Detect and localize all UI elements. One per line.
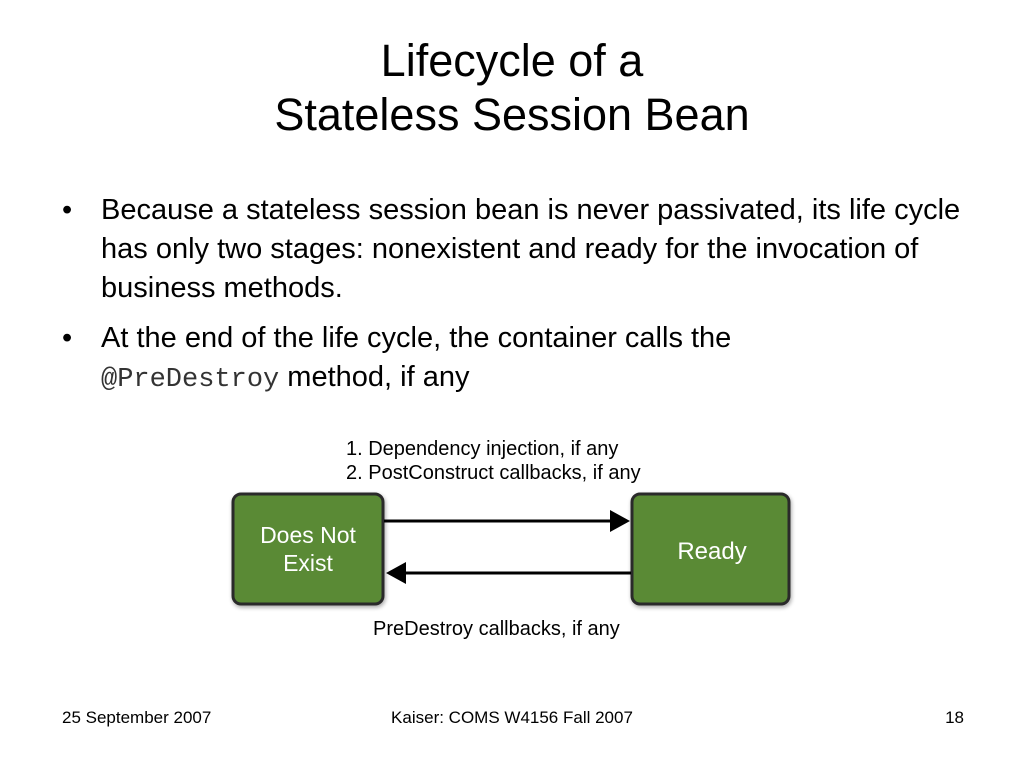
slide-title-line-1: Lifecycle of a (380, 35, 644, 86)
bullet-text: Because a stateless session bean is never passivated, its life cycle has only two stages: nonexistent and ready for the invocation of business methods. (101, 194, 961, 304)
state-does-not-exist-box (233, 494, 383, 604)
arrow-create-head (610, 510, 630, 532)
transition-label-injection: 1. Dependency injection, if any (346, 438, 619, 460)
bullet-text-tail: method, if any (287, 361, 470, 393)
footer-date: 25 September 2007 (62, 708, 212, 727)
state-ready-label: Ready (677, 538, 747, 565)
slide-title-line-2: Stateless Session Bean (274, 89, 750, 140)
footer-page-number: 18 (945, 708, 964, 727)
predestroy-code: @PreDestroy (101, 365, 280, 395)
transition-label-predestroy: PreDestroy callbacks, if any (373, 618, 620, 640)
bullet-marker: • (62, 194, 73, 226)
arrow-destroy-head (386, 562, 406, 584)
transition-label-postconstruct: 2. PostConstruct callbacks, if any (346, 462, 641, 484)
state-does-not-exist-label-line-2: Exist (283, 550, 333, 576)
bullet-text: At the end of the life cycle, the container calls the (101, 322, 732, 354)
state-does-not-exist-label-line-1: Does Not (260, 522, 356, 548)
bullet-marker: • (62, 322, 73, 354)
footer-course: Kaiser: COMS W4156 Fall 2007 (391, 708, 633, 727)
